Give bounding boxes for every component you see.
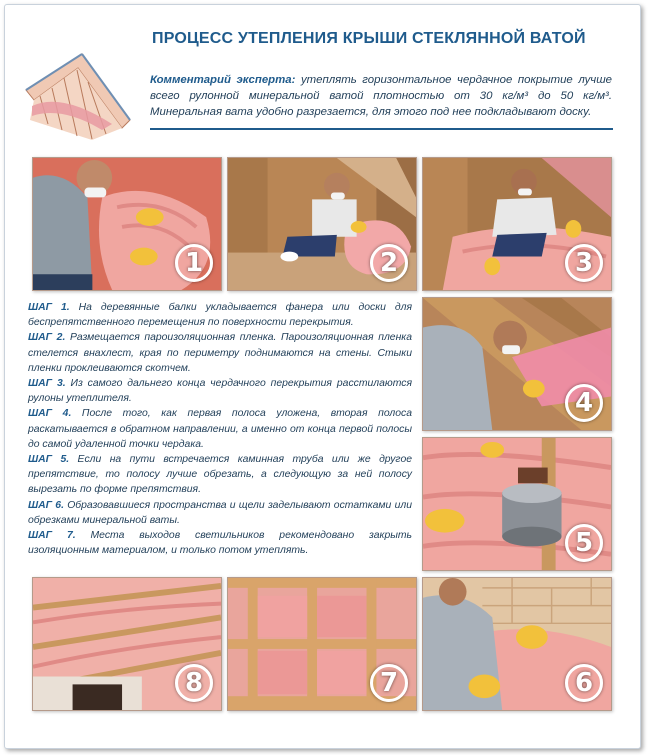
roof-illustration [22,50,134,142]
step-number-badge: 8 [175,664,213,702]
step-number-badge: 3 [565,244,603,282]
step-label: ШАГ 3. [28,378,66,390]
step-number-badge: 6 [565,664,603,702]
expert-comment-label: Комментарий эксперта: [150,74,296,86]
step-label: ШАГ 6. [28,499,64,511]
step-text: Размещается пароизоляционная пленка. Пароизоляционная пленка стелется внахлест, края по периметру поднимаются на стены. Стыки пленки проклеиваются скотчем. [28,332,412,374]
step-label: ШАГ 2. [28,332,66,344]
step-photo-4 [422,297,612,431]
page-title: ПРОЦЕСС УТЕПЛЕНИЯ КРЫШИ СТЕКЛЯННОЙ ВАТОЙ [152,30,586,47]
step-item [28,528,412,558]
step-number-badge: 2 [370,244,408,282]
expert-comment-text: утеплять горизонтальное чердачное покрытие лучше всего рулонной минеральной ватой плотностью от 30 кг/м³ до 50 кг/м³. Минеральная вата удобно разрезается, для этого под нее подкладывают доску. [150,74,612,118]
step-photo-3 [422,157,612,291]
step-photo-7 [227,577,417,711]
step-item [28,300,412,330]
step-text: После того, как первая полоса уложена, вторая полоса раскатывается в обратном направлении, а именно от конца первой полосы до самой удаленной точки чердака. [28,408,412,450]
step-text: Если на пути встречается каминная труба или же другое препятствие, то полосу лучше обрезать, а следующую за ней полосу вырезать по форме препятствия. [28,454,413,496]
step-photo-8 [32,577,222,711]
step-label: ШАГ 4. [28,408,72,420]
step-text: На деревянные балки укладывается фанера или доски для беспрепятственного перемещения по поверхности перекрытия. [28,302,413,329]
step-text: Места выходов светильников рекомендовано закрыть изоляционным материалом, и только потом утеплять. [28,530,413,557]
step-item [28,406,412,452]
title-divider [150,128,613,130]
step-photo-2 [227,157,417,291]
step-photo-5 [422,437,612,571]
step-text: Из самого дальнего конца чердачного перекрытия расстилаются рулоны утеплителя. [28,378,413,405]
expert-comment [150,72,612,120]
step-item [28,452,412,498]
step-number-badge: 4 [565,384,603,422]
step-item [28,498,412,528]
step-number-badge: 7 [370,664,408,702]
steps-list [28,300,412,558]
step-photo-6 [422,577,612,711]
step-number-badge: 5 [565,524,603,562]
step-photo-1 [32,157,222,291]
step-number-badge: 1 [175,244,213,282]
step-text: Образовавшиеся пространства и щели заделывают остатками или обрезками минеральной ваты. [28,499,412,526]
step-label: ШАГ 1. [28,302,70,313]
step-item [28,376,412,406]
step-item [28,330,412,376]
step-label: ШАГ 5. [28,454,70,466]
step-label: ШАГ 7. [28,530,76,542]
